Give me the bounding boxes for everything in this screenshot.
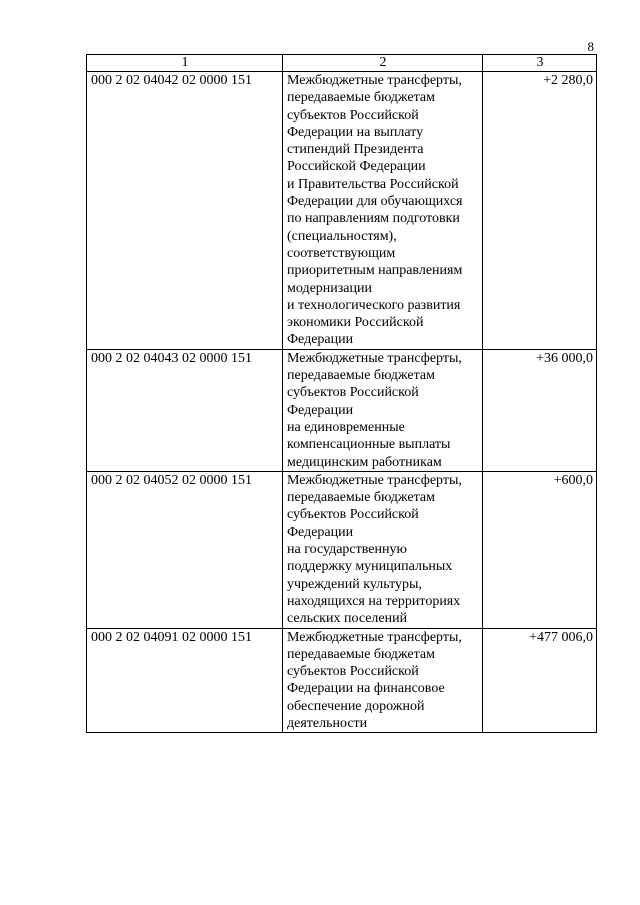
budget-code: 000 2 02 04091 02 0000 151 [87,628,283,733]
description-line: субъектов Российской [287,385,419,401]
header-row [87,55,597,72]
description-line: Федерации на финансовое [287,681,445,697]
description-line: и технологического развития [287,297,461,313]
description-line: Федерации для обучающихся [287,194,463,210]
description-line: Межбюджетные трансферты, [287,350,462,366]
description-line: Российской Федерации [287,159,426,175]
description-line: Федерации [287,402,354,418]
amount: +477 006,0 [483,628,597,733]
description-line: обеспечение дорожной [287,698,425,714]
description-line: передаваемые бюджетам [287,368,435,384]
description-line: субъектов Российской [287,507,419,523]
description-line: (специальностям), [287,228,397,244]
description-line: находящихся на территориях [287,593,461,609]
page-number: 8 [587,39,594,54]
description-line: Федерации [287,524,354,540]
description-line: Межбюджетные трансферты, [287,472,462,488]
description-line: экономики Российской [287,315,424,331]
description-line: Межбюджетные трансферты, [287,73,462,88]
column-header-code: 1 [87,55,283,72]
description-line: деятельности [287,715,368,731]
description-line: соответствующим [287,245,396,261]
table-row [87,72,597,350]
description-line: Межбюджетные трансферты, [287,629,462,645]
description [283,349,483,471]
description-line: Федерации [287,332,354,348]
description-line: модернизации [287,280,372,296]
description-line: на государственную [287,542,407,558]
description-line: компенсационные выплаты [287,437,451,453]
description-line: медицинским работникам [287,454,442,470]
description-line: субъектов Российской [287,664,419,680]
description-line: поддержку муниципальных [287,559,453,575]
description-line: по направлениям подготовки [287,211,460,227]
description-line: на единовременные [287,419,405,435]
budget-table [86,54,597,733]
column-header-amount: 3 [483,55,597,72]
description-line: передаваемые бюджетам [287,490,435,506]
description [283,471,483,628]
budget-code: 000 2 02 04052 02 0000 151 [87,471,283,628]
amount: +600,0 [483,471,597,628]
budget-code: 000 2 02 04043 02 0000 151 [87,349,283,471]
column-header-description: 2 [283,55,483,72]
amount: +36 000,0 [483,349,597,471]
description-line: передаваемые бюджетам [287,90,435,106]
description [283,72,483,350]
table-row [87,349,597,471]
amount: +2 280,0 [483,72,597,350]
description-line: учреждений культуры, [287,576,422,592]
description-line: Федерации на выплату [287,124,424,140]
description-line: приоритетным направлениям [287,263,463,279]
description-line: сельских поселений [287,611,408,627]
description-line: и Правительства Российской [287,176,459,192]
table-row [87,628,597,733]
budget-code: 000 2 02 04042 02 0000 151 [87,72,283,350]
description-line: субъектов Российской [287,107,419,123]
description-line: передаваемые бюджетам [287,646,435,662]
description [283,628,483,733]
description-line: стипендий Президента [287,142,424,158]
table-row [87,471,597,628]
table-body [87,72,597,733]
